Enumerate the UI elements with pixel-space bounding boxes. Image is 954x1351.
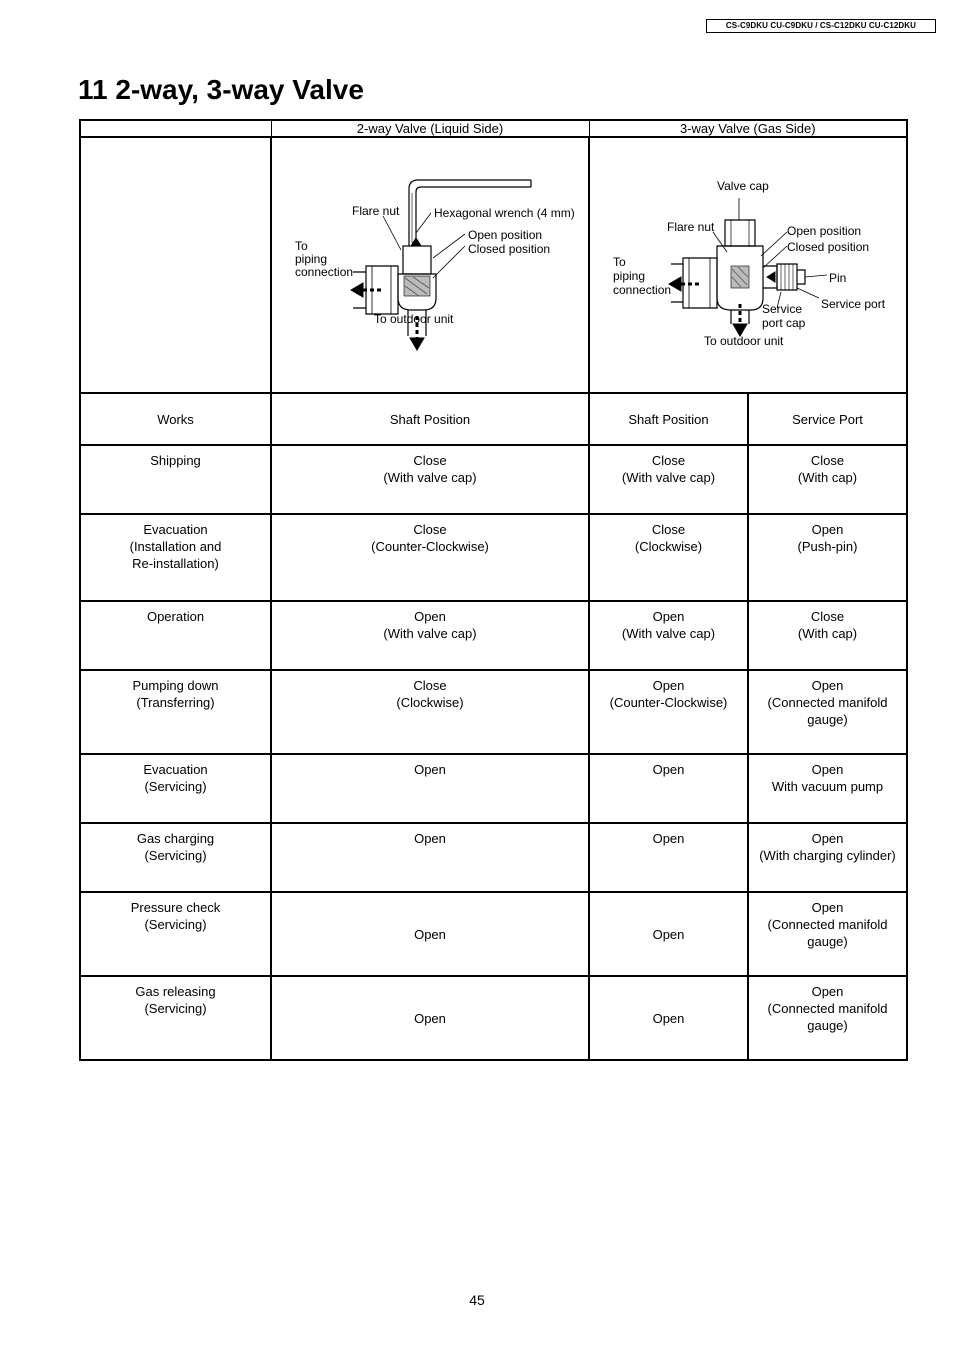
- header-blank-cell: [80, 120, 271, 137]
- diagram-row: [80, 137, 907, 393]
- cell-text-line: Gas charging: [136, 831, 215, 846]
- cell-text-line: Open: [652, 609, 685, 624]
- service-port-cell: [748, 892, 907, 976]
- cell-text-line: (Connected manifold: [767, 695, 888, 710]
- cell-text-line: Open: [414, 831, 446, 846]
- label-connection: connection: [613, 283, 672, 297]
- subheader-shaft-two-way: Shaft Position: [271, 393, 589, 445]
- cell-text-line: (Clockwise): [634, 539, 703, 554]
- three-way-shaft-cell: [589, 823, 748, 892]
- cell-text-line: Evacuation: [143, 522, 208, 537]
- cell-text-line: Close: [810, 609, 845, 624]
- table-row: [80, 670, 907, 754]
- cell-text-line: Open: [414, 926, 446, 942]
- table-subheader-row: [80, 393, 907, 445]
- label-piping: piping: [295, 252, 328, 266]
- label-to-outdoor-unit: To outdoor unit: [704, 334, 784, 348]
- cell-text-line: Open: [811, 831, 844, 846]
- cell-text-line: Operation: [146, 609, 205, 624]
- works-cell: [80, 823, 271, 892]
- table-header-row: [80, 120, 907, 137]
- three-way-shaft-cell: [589, 754, 748, 823]
- cell-text-line: With vacuum pump: [771, 779, 884, 794]
- table-row: [80, 976, 907, 1060]
- cell-text-line: (Connected manifold: [767, 917, 888, 932]
- two-way-shaft-cell: [271, 514, 589, 601]
- two-way-shaft-cell: [271, 601, 589, 670]
- cell-text-line: (Connected manifold: [767, 1001, 888, 1016]
- service-port-cell: [748, 514, 907, 601]
- label-to: To: [613, 255, 626, 269]
- cell-text-line: (Push-pin): [797, 539, 858, 554]
- cell-text-line: Shipping: [150, 453, 201, 468]
- cell-text-line: Open: [414, 762, 446, 777]
- cell-text-line: Pressure check: [130, 900, 221, 915]
- cell-text-line: Close: [413, 678, 447, 693]
- label-flare-nut: Flare nut: [667, 220, 715, 234]
- cell-text-line: Re-installation): [132, 556, 219, 571]
- cell-text-line: Open: [811, 762, 844, 777]
- label-piping: piping: [613, 269, 646, 283]
- cell-text-line: (Clockwise): [396, 695, 464, 710]
- subheader-works: Works: [80, 393, 271, 445]
- two-way-shaft-cell: [271, 823, 589, 892]
- cell-text-line: (With valve cap): [383, 626, 477, 641]
- model-number-box: CS-C9DKU CU-C9DKU / CS-C12DKU CU-C12DKU: [706, 19, 936, 33]
- label-open-position: Open position: [468, 228, 543, 242]
- label-flare-nut: Flare nut: [352, 204, 400, 218]
- cell-text-line: (With cap): [797, 626, 858, 641]
- header-three-way-valve: 3-way Valve (Gas Side): [589, 120, 907, 137]
- table-row: [80, 601, 907, 670]
- works-cell: [80, 601, 271, 670]
- cell-text-line: Open: [652, 678, 685, 693]
- two-way-valve-diagram-cell: [271, 137, 589, 393]
- two-way-shaft-cell: [271, 754, 589, 823]
- table-row: [80, 892, 907, 976]
- two-way-shaft-cell: [271, 445, 589, 514]
- cell-text-line: Open: [414, 1010, 446, 1026]
- service-port-cell: [748, 670, 907, 754]
- label-service-port: Service port: [821, 297, 886, 311]
- diagram-blank-cell: [80, 137, 271, 393]
- service-port-cell: [748, 823, 907, 892]
- table-body: [80, 445, 907, 1060]
- three-way-shaft-cell: [589, 670, 748, 754]
- cell-text-line: Open: [811, 900, 844, 915]
- cell-text-line: Open: [652, 926, 685, 942]
- three-way-valve-diagram: [591, 138, 905, 388]
- two-way-shaft-cell: [271, 670, 589, 754]
- cell-text-line: Evacuation: [143, 762, 208, 777]
- service-port-cell: [748, 976, 907, 1060]
- cell-text-line: (Counter-Clockwise): [609, 695, 728, 710]
- three-way-shaft-cell: [589, 445, 748, 514]
- cell-text-line: Open: [652, 1010, 685, 1026]
- label-to-outdoor-unit: To outdoor unit: [374, 312, 454, 326]
- subheader-service-port: Service Port: [748, 393, 907, 445]
- label-closed-position: Closed position: [468, 242, 551, 256]
- page-number: 45: [469, 1292, 485, 1308]
- valve-operation-table: [79, 119, 908, 1061]
- label-service: Service: [762, 302, 803, 316]
- subheader-shaft-three-way: Shaft Position: [589, 393, 748, 445]
- cell-text-line: (With valve cap): [621, 470, 716, 485]
- label-port-cap: port cap: [762, 316, 806, 330]
- service-port-cell: [748, 754, 907, 823]
- three-way-shaft-cell: [589, 601, 748, 670]
- cell-text-line: Pumping down: [132, 678, 219, 693]
- cell-text-line: (Servicing): [144, 848, 207, 863]
- cell-text-line: (Transferring): [136, 695, 215, 710]
- two-way-shaft-cell: [271, 892, 589, 976]
- works-cell: [80, 754, 271, 823]
- cell-text-line: (Servicing): [144, 917, 207, 932]
- cell-text-line: gauge): [807, 1018, 848, 1033]
- cell-text-line: Close: [810, 453, 845, 468]
- label-valve-cap: Valve cap: [717, 179, 769, 193]
- cell-text-line: gauge): [807, 934, 848, 949]
- works-cell: [80, 514, 271, 601]
- label-open-position: Open position: [787, 224, 862, 238]
- table-row: [80, 514, 907, 601]
- cell-text-line: Open: [811, 522, 844, 537]
- cell-text-line: (With valve cap): [383, 470, 477, 485]
- three-way-shaft-cell: [589, 892, 748, 976]
- works-cell: [80, 670, 271, 754]
- works-cell: [80, 892, 271, 976]
- cell-text-line: gauge): [807, 712, 848, 727]
- cell-text-line: Open: [811, 678, 844, 693]
- cell-text-line: (Installation and: [129, 539, 222, 554]
- page-title: 11 2-way, 3-way Valve: [78, 74, 364, 105]
- cell-text-line: Close: [651, 453, 686, 468]
- label-to: To: [295, 239, 308, 253]
- works-cell: [80, 445, 271, 514]
- two-way-shaft-cell: [271, 976, 589, 1060]
- table-row: [80, 823, 907, 892]
- three-way-shaft-cell: [589, 976, 748, 1060]
- label-pin: Pin: [829, 271, 847, 285]
- header-two-way-valve: 2-way Valve (Liquid Side): [271, 120, 589, 137]
- cell-text-line: Open: [414, 609, 446, 624]
- cell-text-line: (With valve cap): [621, 626, 716, 641]
- label-closed-position: Closed position: [787, 240, 870, 254]
- cell-text-line: (With charging cylinder): [759, 848, 896, 863]
- cell-text-line: Close: [651, 522, 686, 537]
- label-hex-wrench: Hexagonal wrench (4 mm): [434, 206, 575, 220]
- table-row: [80, 754, 907, 823]
- three-way-shaft-cell: [589, 514, 748, 601]
- cell-text-line: Open: [652, 831, 685, 846]
- table-row: [80, 445, 907, 514]
- cell-text-line: (Servicing): [144, 1001, 207, 1016]
- cell-text-line: Open: [652, 762, 685, 777]
- cell-text-line: (Servicing): [144, 779, 207, 794]
- two-way-valve-diagram: [273, 138, 587, 388]
- label-connection: connection: [295, 265, 354, 279]
- cell-text-line: Close: [413, 522, 447, 537]
- service-port-cell: [748, 445, 907, 514]
- cell-text-line: Gas releasing: [135, 984, 216, 999]
- works-cell: [80, 976, 271, 1060]
- three-way-valve-diagram-cell: [589, 137, 907, 393]
- cell-text-line: (With cap): [797, 470, 858, 485]
- service-port-cell: [748, 601, 907, 670]
- cell-text-line: Close: [413, 453, 447, 468]
- cell-text-line: Open: [811, 984, 844, 999]
- cell-text-line: (Counter-Clockwise): [371, 539, 489, 554]
